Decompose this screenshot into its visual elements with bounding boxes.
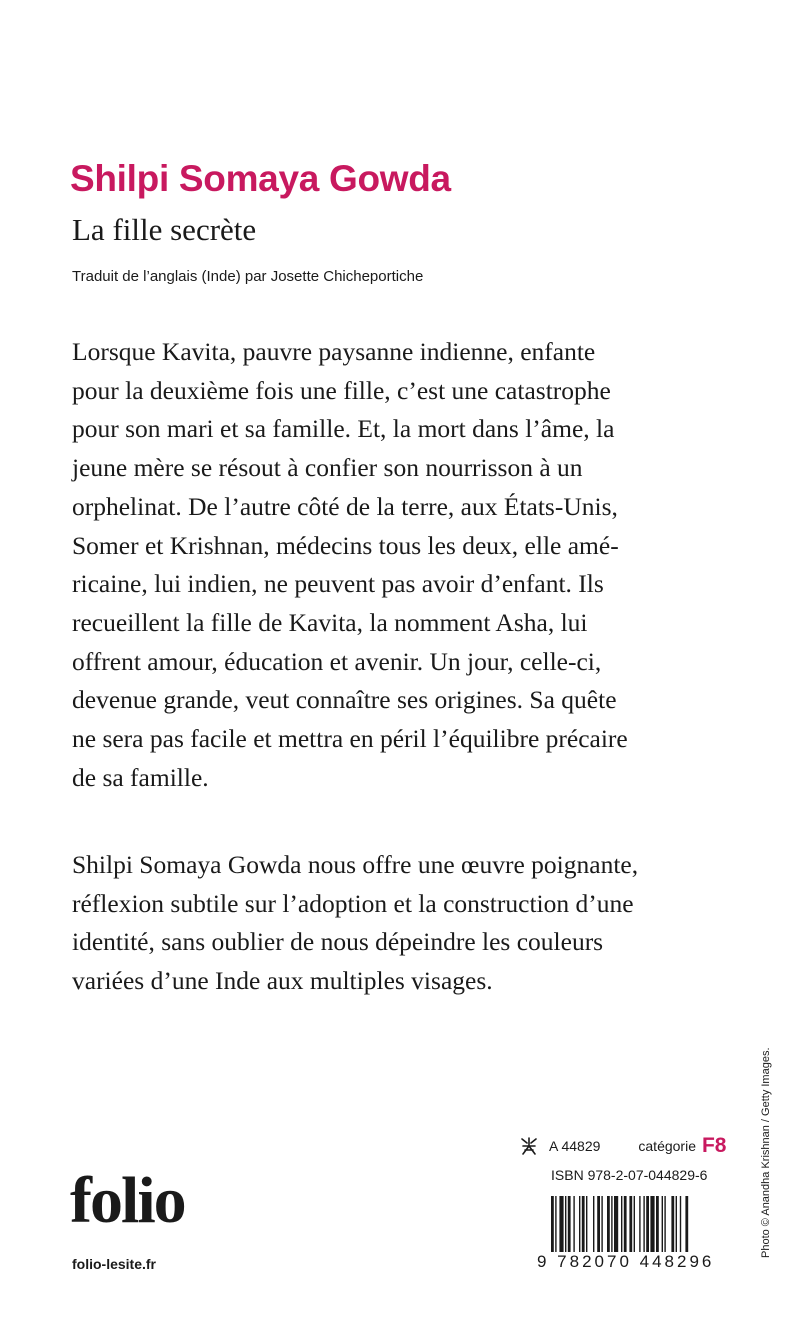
- blurb-paragraph-1: [72, 333, 742, 797]
- barcode-bar: [643, 1196, 644, 1252]
- barcode-bar: [634, 1196, 635, 1252]
- barcode-bar: [624, 1196, 627, 1252]
- blurb-line: jeune mère se résout à confier son nourrisson à un: [72, 453, 583, 483]
- category-code: F8: [701, 1134, 727, 1157]
- barcode-bar: [568, 1196, 571, 1252]
- translator-credit: Traduit de l’anglais (Inde) par Josette Chicheportiche: [72, 268, 424, 285]
- blurb-line: ne sera pas facile et mettra en péril l’équilibre précaire: [72, 724, 628, 754]
- barcode-bar: [607, 1196, 610, 1252]
- folio-logo: folio: [70, 1164, 185, 1237]
- blurb-line: ricaine, lui indien, ne peuvent pas avoir d’enfant. Ils: [72, 569, 604, 599]
- barcode-bar: [656, 1196, 659, 1252]
- category-label: catégorie: [638, 1138, 696, 1154]
- blurb-line: réflexion subtile sur l’adoption et la construction d’une: [72, 888, 634, 918]
- book-title: La fille secrète: [72, 212, 257, 247]
- barcode-bar: [685, 1196, 688, 1252]
- barcode-bar: [597, 1196, 600, 1252]
- blurb-line: pour la deuxième fois une fille, c’est une catastrophe: [72, 375, 611, 405]
- blurb-line: pour son mari et sa famille. Et, la mort dans l’âme, la: [72, 414, 615, 444]
- barcode-bar: [676, 1196, 677, 1252]
- barcode-bar: [593, 1196, 594, 1252]
- barcode-bar: [611, 1196, 612, 1252]
- blurb-line: variées d’une Inde aux multiples visages.: [72, 966, 493, 996]
- barcode-bar: [555, 1196, 556, 1252]
- barcode-bar: [680, 1196, 681, 1252]
- photo-credit: Photo © Anandha Krishnan / Getty Images.: [760, 1047, 772, 1258]
- barcode-bar: [601, 1196, 602, 1252]
- blurb-line: offrent amour, éducation et avenir. Un jour, celle-ci,: [72, 646, 602, 676]
- blurb-line: devenue grande, veut connaître ses origines. Sa quête: [72, 685, 617, 715]
- barcode-bar: [621, 1196, 622, 1252]
- blurb-line: Shilpi Somaya Gowda nous offre une œuvre poignante,: [72, 850, 639, 879]
- blurb-line: de sa famille.: [72, 762, 209, 792]
- barcode-bar: [579, 1196, 580, 1252]
- blurb-line: identité, sans oublier de nous dépeindre les couleurs: [72, 927, 604, 957]
- barcode-bar: [662, 1196, 663, 1252]
- barcode-bar: [646, 1196, 649, 1252]
- publisher-website: folio-lesite.fr: [72, 1256, 157, 1272]
- barcode-bar: [629, 1196, 632, 1252]
- barcode-bar: [582, 1196, 585, 1252]
- catalog-info-row: [519, 1134, 727, 1158]
- barcode-bar: [614, 1196, 618, 1252]
- barcode-bar: [559, 1196, 563, 1252]
- blurb-line: Lorsque Kavita, pauvre paysanne indienne, enfante: [72, 337, 596, 366]
- barcode-bar: [565, 1196, 566, 1252]
- barcode: [551, 1196, 721, 1252]
- barcode-bar: [573, 1196, 574, 1252]
- barcode-bar: [551, 1196, 554, 1252]
- blurb-line: Somer et Krishnan, médecins tous les deux, elle amé-: [72, 530, 619, 560]
- author-name: Shilpi Somaya Gowda: [70, 158, 451, 199]
- blurb-line: orphelinat. De l’autre côté de la terre, aux États-Unis,: [72, 491, 618, 521]
- blurb-line: recueillent la fille de Kavita, la nomment Asha, lui: [72, 607, 588, 637]
- catalog-number: A 44829: [549, 1138, 601, 1154]
- gallimard-emblem-icon: [519, 1137, 539, 1155]
- blurb-paragraph-2: [72, 846, 742, 1001]
- barcode-bar: [639, 1196, 640, 1252]
- barcode-bar: [586, 1196, 587, 1252]
- isbn: ISBN 978-2-07-044829-6: [551, 1167, 708, 1183]
- barcode-bar: [650, 1196, 654, 1252]
- barcode-bar: [664, 1196, 665, 1252]
- barcode-bar: [671, 1196, 674, 1252]
- barcode-digits: 9 782070 448296: [537, 1252, 715, 1271]
